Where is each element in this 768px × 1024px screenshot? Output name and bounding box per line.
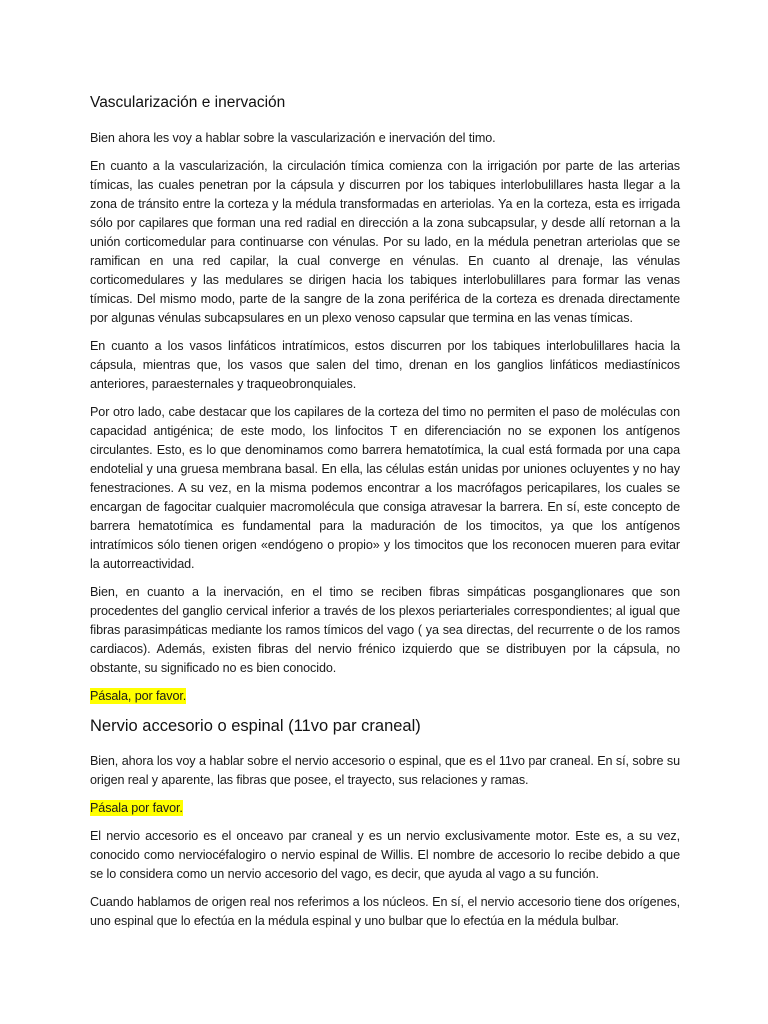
paragraph-linfaticos: En cuanto a los vasos linfáticos intratímicos, estos discurren por los tabiques interlobulillares hacia la cápsula, mientras que, los vasos que salen del timo, drenan en los ganglios linfáticos mediastínicos anteriores, paraesternales y traqueobronquiales.	[90, 339, 680, 391]
paragraph-inervacion: Bien, en cuanto a la inervación, en el timo se reciben fibras simpáticas posganglionares que son procedentes del ganglio cervical inferior a través de los plexos periarteriales correspondientes; al igual que fibras parasimpáticas mediante los ramos tímicos del vago ( ya sea directas, del recurrente o de los ramos cardiacos). Además, existen fibras del nervio frénico izquierdo que se distribuyen por la cápsula, no obstante, su significado no es bien conocido.	[90, 585, 680, 675]
document-page	[90, 92, 680, 940]
paragraph-vascularizacion: En cuanto a la vascularización, la circulación tímica comienza con la irrigación por parte de las arterias tímicas, las cuales penetran por la cápsula y discurren por los tabiques interlobulillares hasta llegar a la zona de tránsito entre la corteza y la médula transformadas en arteriolas. Ya en la corteza, esta es irrigada sólo por capilares que forman una red radial en dirección a la zona subcapsular, y desde allí retornan a la unión corticomedular para continuarse con vénulas. Por su lado, en la médula penetran arteriolas que se ramifican en una red capilar, la cual converge en vénulas. En cuanto al drenaje, las vénulas corticomedulares y las medulares se dirigen hacia los tabiques interlobulillares para formar las venas tímicas. Del mismo modo, parte de la sangre de la zona periférica de la corteza es drenada directamente por algunas vénulas subcapsulares en un plexo venoso capsular que termina en las venas tímicas.	[90, 159, 680, 325]
section-title-nervio-accesorio: Nervio accesorio o espinal (11vo par craneal)	[90, 717, 421, 735]
paragraph-intro: Bien ahora les voy a hablar sobre la vascularización e inervación del timo.	[90, 131, 496, 145]
paragraph-nervio-descripcion: El nervio accesorio es el onceavo par craneal y es un nervio exclusivamente motor. Este es, a su vez, conocido como nerviocéfalogiro o nervio espinal de Willis. El nombre de accesorio lo recibe debido a que se lo considera como un nervio accesorio del vago, es decir, que ayuda al vago a su función.	[90, 829, 680, 881]
paragraph-origen-real: Cuando hablamos de origen real nos referimos a los núcleos. En sí, el nervio accesorio tiene dos orígenes, uno espinal que lo efectúa en la médula espinal y uno bulbar que lo efectúa en la médula bulbar.	[90, 895, 680, 928]
section-title-vascularizacion: Vascularización e inervación	[90, 94, 286, 111]
highlight-note-2	[90, 799, 680, 818]
paragraph-barrera: Por otro lado, cabe destacar que los capilares de la corteza del timo no permiten el paso de moléculas con capacidad antigénica; de este modo, los linfocitos T en diferenciación no se exponen los antígenos circulantes. Esto, es lo que denominamos como barrera hematotímica, la cual está formada por una capa endotelial y una gruesa membrana basal. En ella, las células están unidas por uniones ocluyentes y no hay fenestraciones. A su vez, en la misma podemos encontrar a los macrófagos pericapilares, los cuales se encargan de fagocitar cualquier macromolécula que consiga atravesar la barrera. En sí, este concepto de barrera hematotímica es fundamental para la maduración de los timocitos, ya que los antígenos intratímicos sólo tienen origen «endógeno o propio» y los timocitos que los reconocen mueren para evitar la autorreactividad.	[90, 405, 680, 571]
paragraph-nervio-intro: Bien, ahora los voy a hablar sobre el nervio accesorio o espinal, que es el 11vo par craneal. En sí, sobre su origen real y aparente, las fibras que posee, el trayecto, sus relaciones y ramas.	[90, 754, 680, 787]
highlight-note-1	[90, 687, 680, 706]
highlighted-text: Pásala, por favor.	[90, 689, 187, 703]
highlighted-text: Pásala por favor.	[90, 801, 183, 815]
